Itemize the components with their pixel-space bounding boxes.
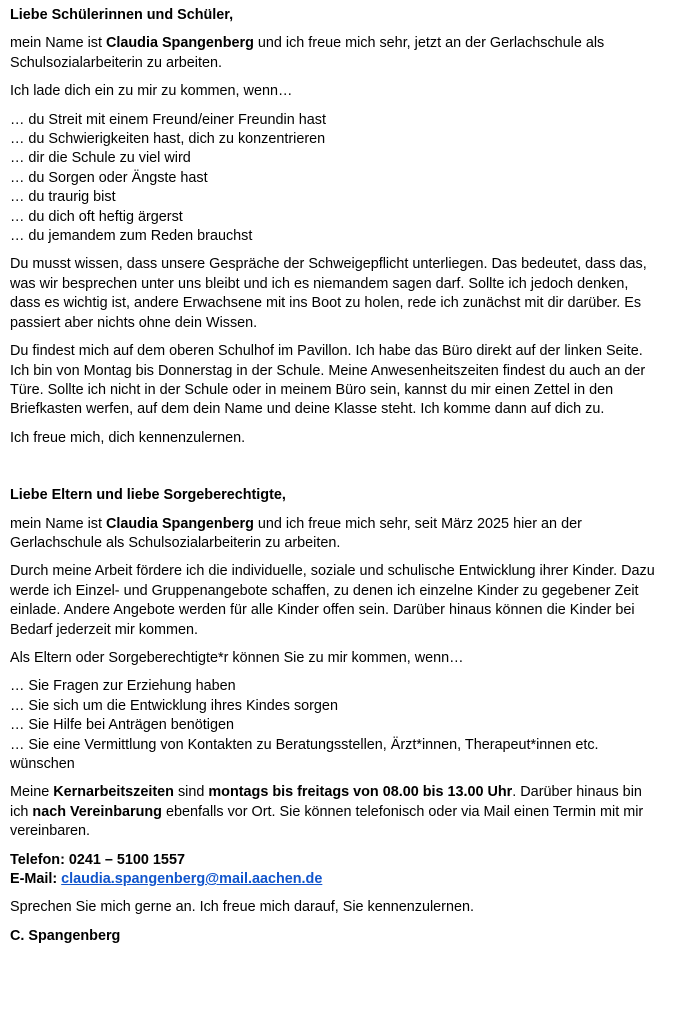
parents-work: Durch meine Arbeit fördere ich die individuelle, soziale und schulische Entwicklung ihrer Kinder. Dazu werde ich Einzel- und Gruppenangebote schaffen, zu denen ich einzelne Kinder zu gegebener Zeit einlade. Andere Angebote werden für alle Kinder offen sein. Darüber hinaus können die Kinder bei Bedarf jederzeit mir kommen. — [10, 563, 655, 638]
parents-intro — [10, 515, 660, 554]
list-item: … du Sorgen oder Ängste hast — [10, 169, 208, 186]
parents-section — [10, 486, 660, 946]
signature: C. Spangenberg — [10, 927, 121, 944]
letter-document — [10, 6, 660, 946]
list-item: … du traurig bist — [10, 189, 116, 206]
students-intro — [10, 34, 660, 73]
section-spacer — [10, 448, 660, 486]
email-label: E-Mail: — [10, 871, 58, 888]
list-item: … Sie Hilfe bei Anträgen benötigen — [10, 717, 235, 734]
students-invite: Ich lade dich ein zu mir zu kommen, wenn… — [10, 83, 293, 100]
hours-bold-1: Kernarbeitszeiten — [53, 784, 174, 801]
list-item: … Sie sich um die Entwicklung ihres Kindes sorgen — [10, 697, 338, 714]
list-item: … Sie Fragen zur Erziehung haben — [10, 678, 236, 695]
students-closing: Ich freue mich, dich kennenzulernen. — [10, 429, 246, 446]
list-item: … du dich oft heftig ärgerst — [10, 208, 183, 225]
parents-closing: Sprechen Sie mich gerne an. Ich freue mich darauf, Sie kennenzulernen. — [10, 899, 474, 916]
hours-text-4: ebenfalls vor Ort. Sie können telefonisch oder via Mail einen Termin mit mir vereinbaren. — [10, 803, 644, 840]
parents-hours — [10, 783, 660, 841]
hours-text-3: . Darüber hinaus bin ich — [10, 784, 642, 820]
parents-intro-text-1: mein Name ist — [10, 515, 106, 532]
phone-line — [10, 851, 660, 870]
list-item: … Sie eine Vermittlung von Kontakten zu Beratungsstellen, Ärzt*innen, Therapeut*innen etc. wünschen — [10, 736, 599, 772]
students-confidentiality: Du musst wissen, dass unsere Gespräche der Schweigepflicht unterliegen. Das bedeutet, dass das, was wir besprechen unter uns bleibt und ich es niemandem sagen darf. Sollte ich jedoch denken, dass es wichtig ist, andere Erwachsene mit ins Boot zu holen, rede ich zunächst mit dir darüber. Es passiert aber nichts ohne dein Wissen. — [10, 256, 647, 331]
list-item: … du Schwierigkeiten hast, dich zu konzentrieren — [10, 131, 326, 148]
parents-intro-name: Claudia Spangenberg — [105, 515, 254, 532]
email-link[interactable]: claudia.spangenberg@mail.aachen.de — [61, 871, 323, 888]
parents-reasons-list — [10, 677, 660, 774]
parents-intro-text-2: und ich freue mich sehr, seit März 2025 hier an der Gerlachschule als Schulsozialarbeiterin zu arbeiten. — [10, 515, 582, 551]
hours-text-2: sind — [173, 784, 209, 801]
phone-number: 0241 – 5100 1557 — [68, 851, 185, 868]
students-intro-text-1: mein Name ist — [10, 35, 106, 52]
parents-heading: Liebe Eltern und liebe Sorgeberechtigte, — [10, 487, 286, 504]
students-reasons-list — [10, 111, 660, 247]
students-intro-text-2: und ich freue mich sehr, jetzt an der Gerlachschule als Schulsozialarbeiterin zu arbeiten. — [10, 35, 605, 71]
list-item: … dir die Schule zu viel wird — [10, 150, 191, 167]
list-item: … du jemandem zum Reden brauchst — [10, 228, 253, 245]
students-location: Du findest mich auf dem oberen Schulhof im Pavillon. Ich habe das Büro direkt auf der linken Seite. Ich bin von Montag bis Donnerstag in der Schule. Meine Anwesenheitszeiten findest du auch an der Türe. Sollte ich nicht in der Schule oder in meinem Büro sein, kannst du mir einen Zettel in den Briefkasten werfen, auf dem dein Name und deine Klasse steht. Ich komme dann auf dich zu. — [10, 343, 646, 418]
contact-block — [10, 851, 660, 890]
list-item: … du Streit mit einem Freund/einer Freundin hast — [10, 111, 326, 128]
students-heading: Liebe Schülerinnen und Schüler, — [10, 7, 234, 23]
hours-text-1: Meine — [10, 784, 54, 801]
parents-invite: Als Eltern oder Sorgeberechtigte*r können Sie zu mir kommen, wenn… — [10, 649, 464, 666]
hours-bold-2: montags bis freitags von 08.00 bis 13.00 Uhr — [208, 784, 513, 801]
email-line — [10, 870, 660, 889]
students-intro-name: Claudia Spangenberg — [105, 35, 254, 52]
students-section — [10, 6, 660, 448]
phone-label: Telefon: — [10, 851, 65, 868]
hours-bold-3: nach Vereinbarung — [32, 803, 162, 820]
